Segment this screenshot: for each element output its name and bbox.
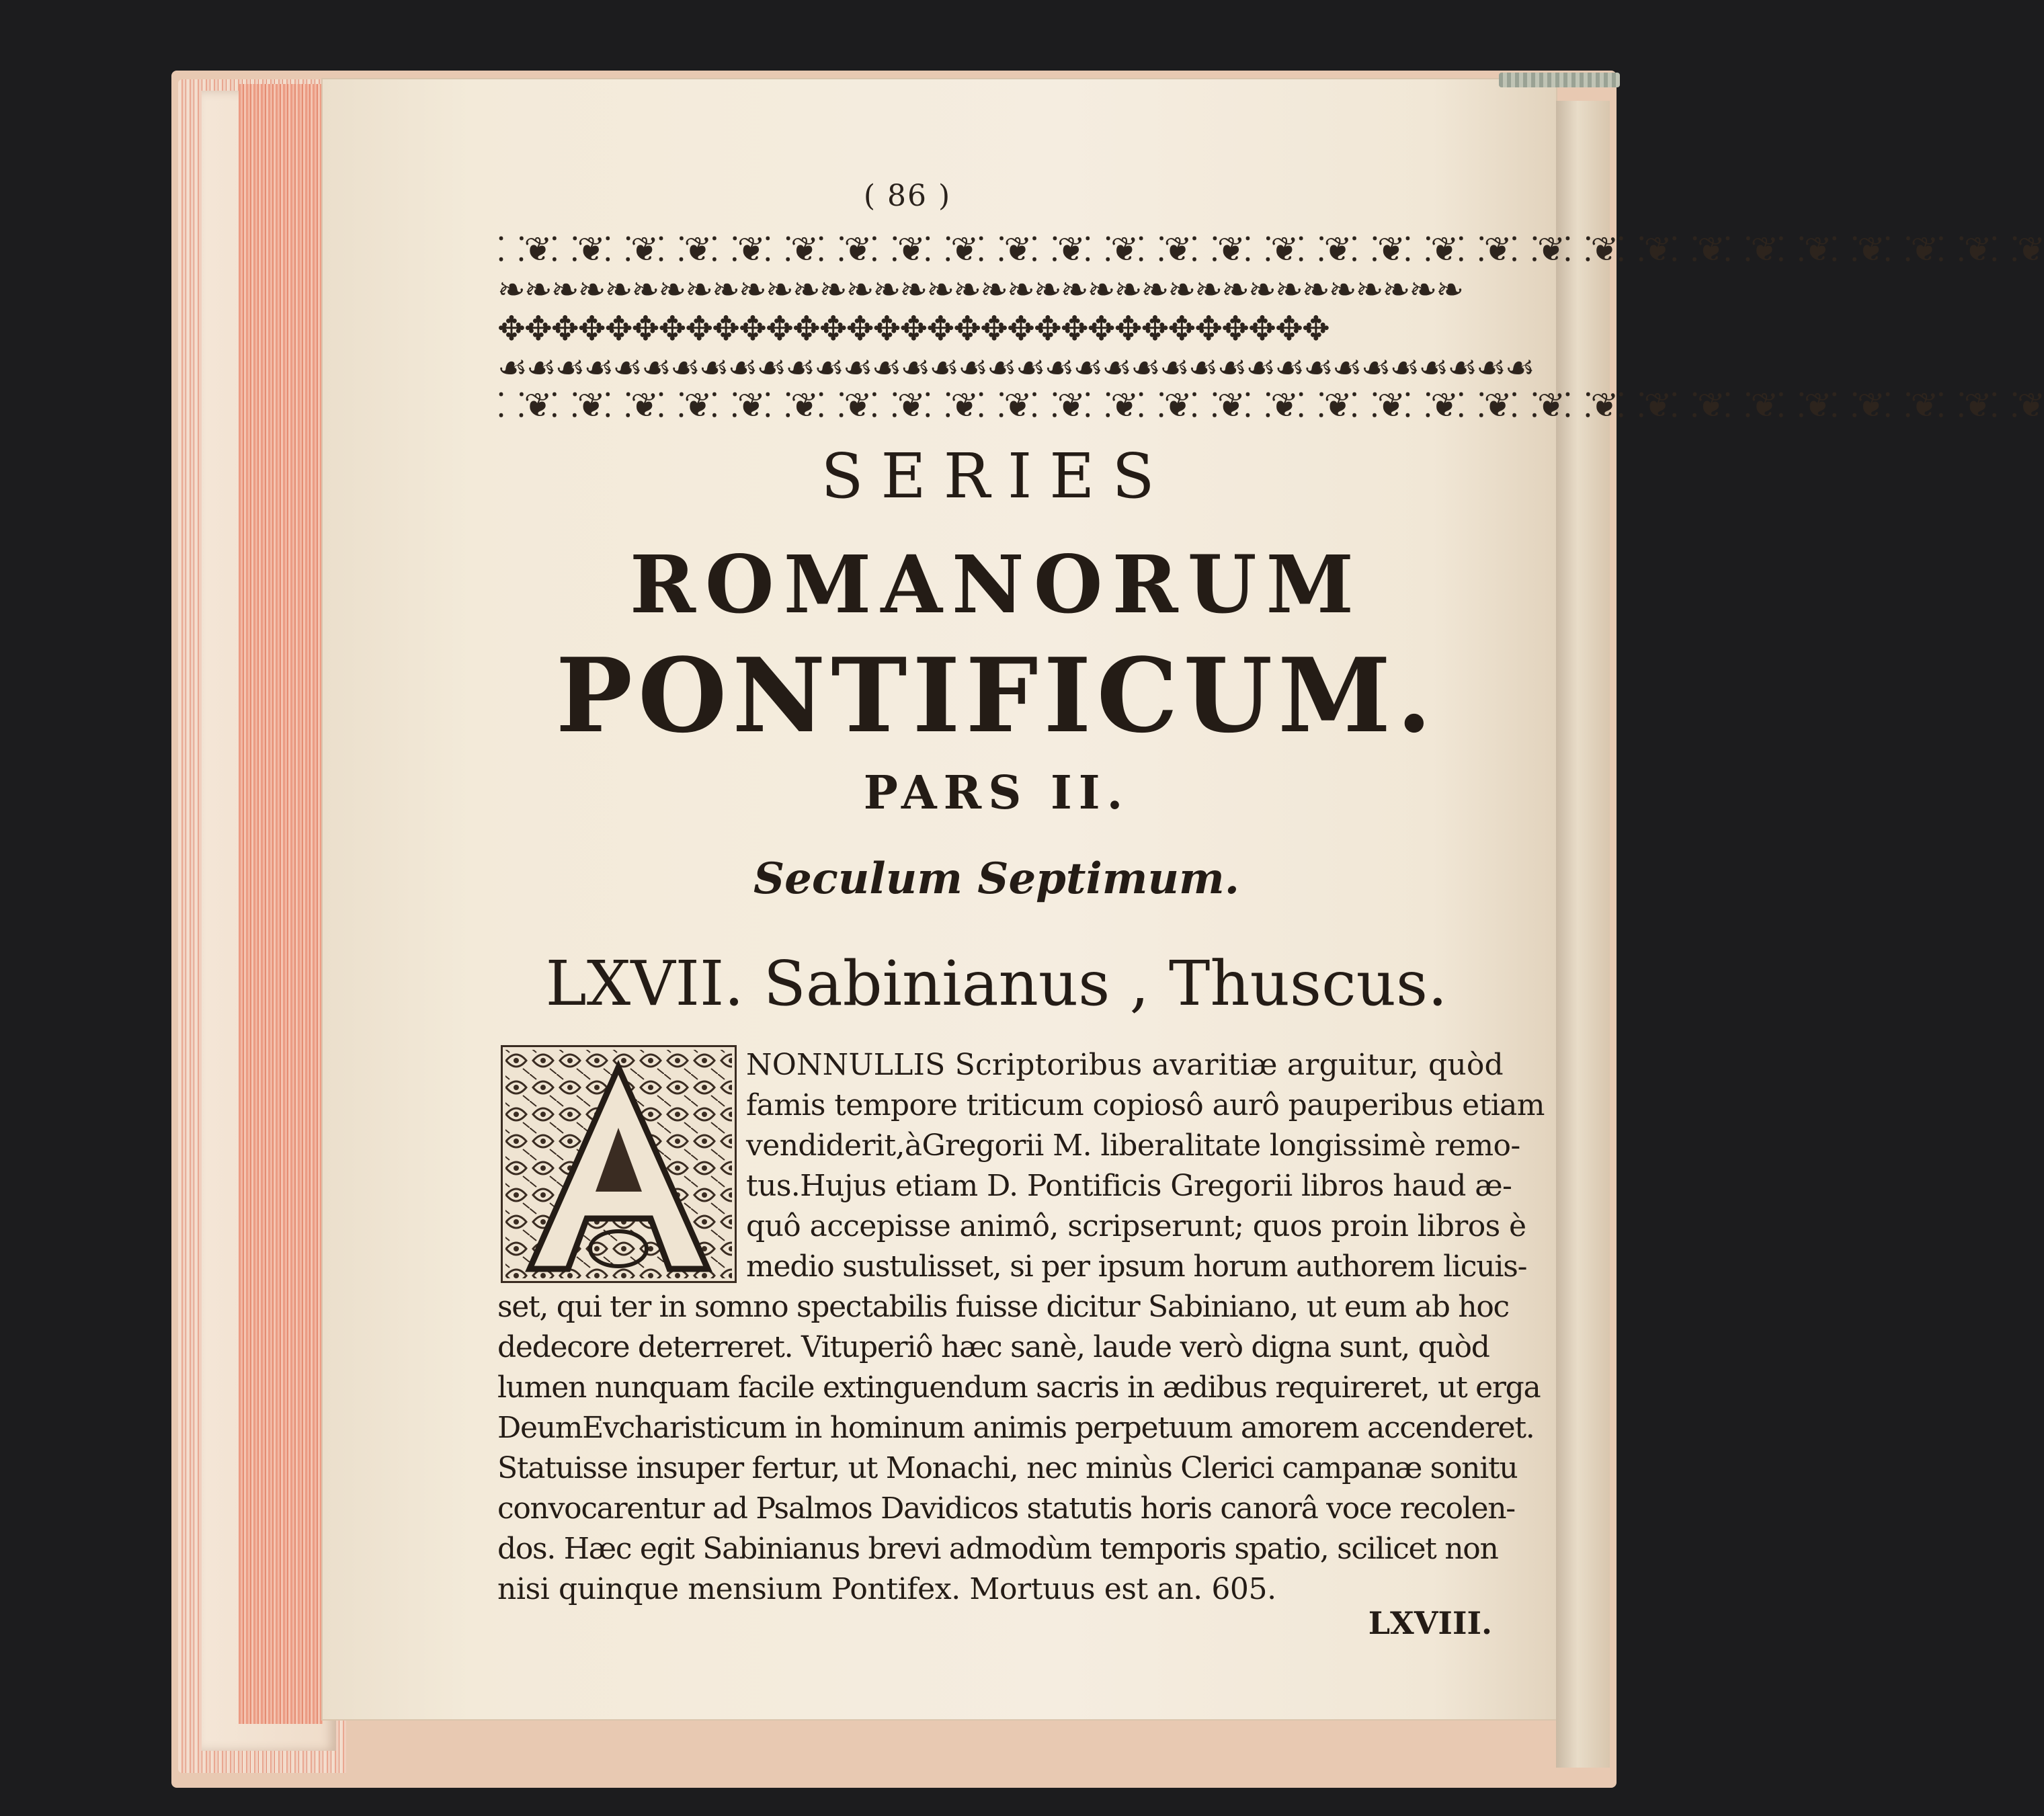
page-number: ( 86 ): [863, 179, 952, 213]
drop-cap-ornament: [501, 1045, 737, 1283]
body-line: Statuisse insuper fertur, ut Monachi, nec minùs Clerici campanæ sonitu: [497, 1451, 1518, 1485]
title-romanorum: ROMANORUM: [629, 538, 1364, 631]
body-line: dedecore deterreret. Vituperiô hæc sanè, laude verò digna sunt, quòd: [497, 1330, 1489, 1364]
floral-woodcut-icon: [503, 1047, 735, 1281]
part-heading: PARS II.: [863, 766, 1130, 820]
title-series: SERIES: [821, 440, 1172, 512]
body-line: DeumEvcharisticum in hominum animis perpetuum amorem accenderet.: [497, 1411, 1535, 1445]
body-line: vendiderit,àGregorii M. liberalitate longissimè remo-: [746, 1128, 1520, 1163]
body-line: medio sustulisset, si per ipsum horum authorem licuis-: [746, 1249, 1527, 1284]
entry-heading: LXVII. Sabinianus , Thuscus.: [545, 948, 1448, 1020]
century-heading: Seculum Septimum.: [753, 854, 1240, 904]
ornament-band-icon: ☙☙☙☙☙☙☙☙☙☙☙☙☙☙☙☙☙☙☙☙☙☙☙☙☙☙☙☙☙☙☙☙☙☙☙☙: [497, 348, 1534, 387]
catchword: LXVIII.: [1368, 1605, 1492, 1641]
title-pontificum: PONTIFICUM.: [555, 635, 1438, 755]
ornament-band-icon: ❧❧❧❧❧❧❧❧❧❧❧❧❧❧❧❧❧❧❧❧❧❧❧❧❧❧❧❧❧❧❧❧❧❧❧❧: [497, 270, 1463, 309]
body-line: dos. Hæc egit Sabinianus brevi admodùm temporis spatio, scilicet non: [497, 1532, 1498, 1566]
body-line: NONNULLIS Scriptoribus avaritiæ arguitur, quòd: [746, 1048, 1504, 1082]
body-line: lumen nunquam facile extinguendum sacris in ædibus requireret, ut erga: [497, 1370, 1541, 1405]
ornament-band-icon: ⸬❦⸬❦⸬❦⸬❦⸬❦⸬❦⸬❦⸬❦⸬❦⸬❦⸬❦⸬❦⸬❦⸬❦⸬❦⸬❦⸬❦⸬❦⸬❦⸬❦⸬❦⸬❦⸬❦⸬❦⸬❦⸬❦⸬❦⸬❦⸬❦: [497, 386, 2044, 425]
body-line: quô accepisse animô, scripserunt; quos proin libros è: [746, 1209, 1526, 1243]
body-line: famis tempore triticum copiosô aurô pauperibus etiam: [746, 1088, 1545, 1122]
body-line: nisi quinque mensium Pontifex. Mortuus est an. 605.: [497, 1572, 1276, 1606]
ornament-band-icon: ✥✥✥✥✥✥✥✥✥✥✥✥✥✥✥✥✥✥✥✥✥✥✥✥✥✥✥✥✥✥✥: [497, 309, 1329, 348]
body-line: set, qui ter in somno spectabilis fuisse dicitur Sabiniano, ut eum ab hoc: [497, 1290, 1509, 1324]
body-line: convocarentur ad Psalmos Davidicos statutis horis canorâ voce recolen-: [497, 1491, 1515, 1526]
ornament-band-icon: ⸬❦⸬❦⸬❦⸬❦⸬❦⸬❦⸬❦⸬❦⸬❦⸬❦⸬❦⸬❦⸬❦⸬❦⸬❦⸬❦⸬❦⸬❦⸬❦⸬❦⸬❦⸬❦⸬❦⸬❦⸬❦⸬❦⸬❦⸬❦⸬❦: [497, 230, 2044, 269]
body-line: tus.Hujus etiam D. Pontificis Gregorii libros haud æ-: [746, 1169, 1512, 1203]
